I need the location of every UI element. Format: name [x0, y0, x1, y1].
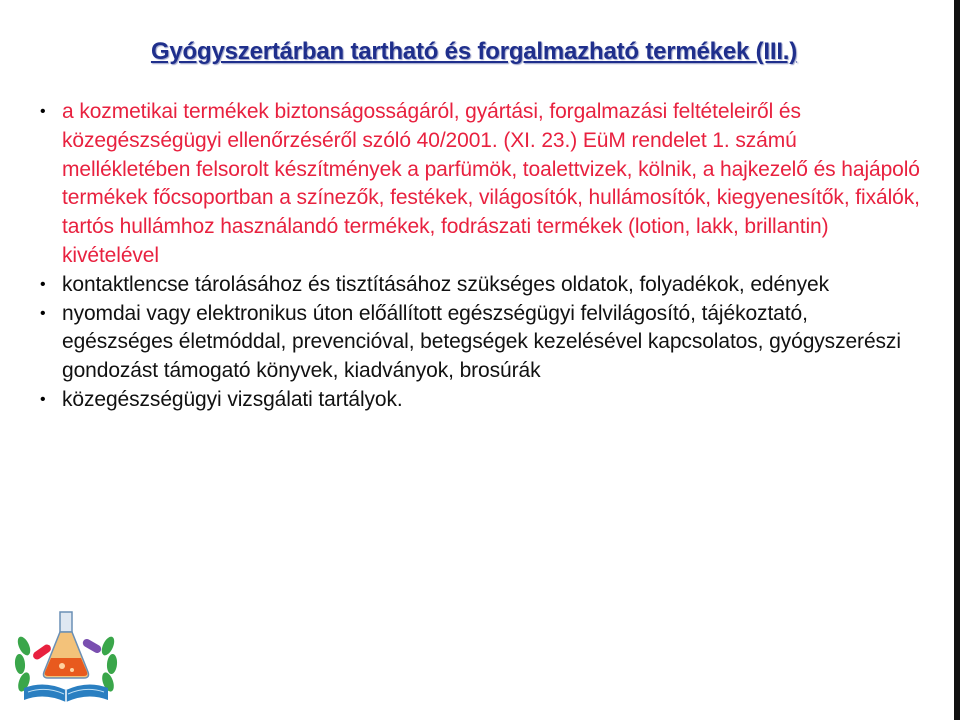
bullet-text: közegészségügyi vizsgálati tartályok.	[62, 387, 403, 411]
flask-icon	[44, 612, 89, 678]
bullet-text: kontaktlencse tárolásához és tisztításához szükséges oldatok, folyadékok, edények	[62, 272, 830, 296]
bullet-item	[40, 98, 922, 271]
book-icon	[24, 684, 108, 702]
bullet-text: nyomdai vagy elektronikus úton előállított egészségügyi felvilágosító, tájékoztató, egészséges életmóddal, prevencióval, betegségek kezelésével kapcsolatos, gyógyszerészi gondozást támogató könyvek, kiadványok, brosúrák	[62, 301, 901, 383]
bullet-item	[40, 300, 922, 386]
bullet-marker: •	[40, 275, 46, 293]
pharmacy-logo-icon	[10, 606, 122, 716]
bullet-list	[40, 98, 922, 415]
bullet-marker: •	[40, 103, 46, 120]
bullet-marker: •	[40, 390, 46, 408]
bullet-text: a kozmetikai termékek biztonságosságáról, gyártási, forgalmazási feltételeiről és közegészségügyi ellenőrzéséről szóló 40/2001. (XI. 23.) EüM rendelet 1. számú mellékletében felsorolt készítmények a parfümök, toalettvizek, kölnik, a hajkezelő és hajápoló termékek főcsoportban a színezők, festékek, világosítók, hullámosítók, kiegyenesítők, fixálók, tartós hullámhoz használandó termékek, fodrászati termékek (lotion, lakk, brillantin) kivételével	[62, 100, 920, 267]
right-edge-divider	[954, 0, 960, 720]
bullet-marker: •	[40, 304, 46, 322]
page-title: Gyógyszertárban tartható és forgalmazható termékek (III.)	[150, 38, 798, 65]
bullet-item	[40, 386, 922, 415]
bullet-item	[40, 271, 922, 300]
